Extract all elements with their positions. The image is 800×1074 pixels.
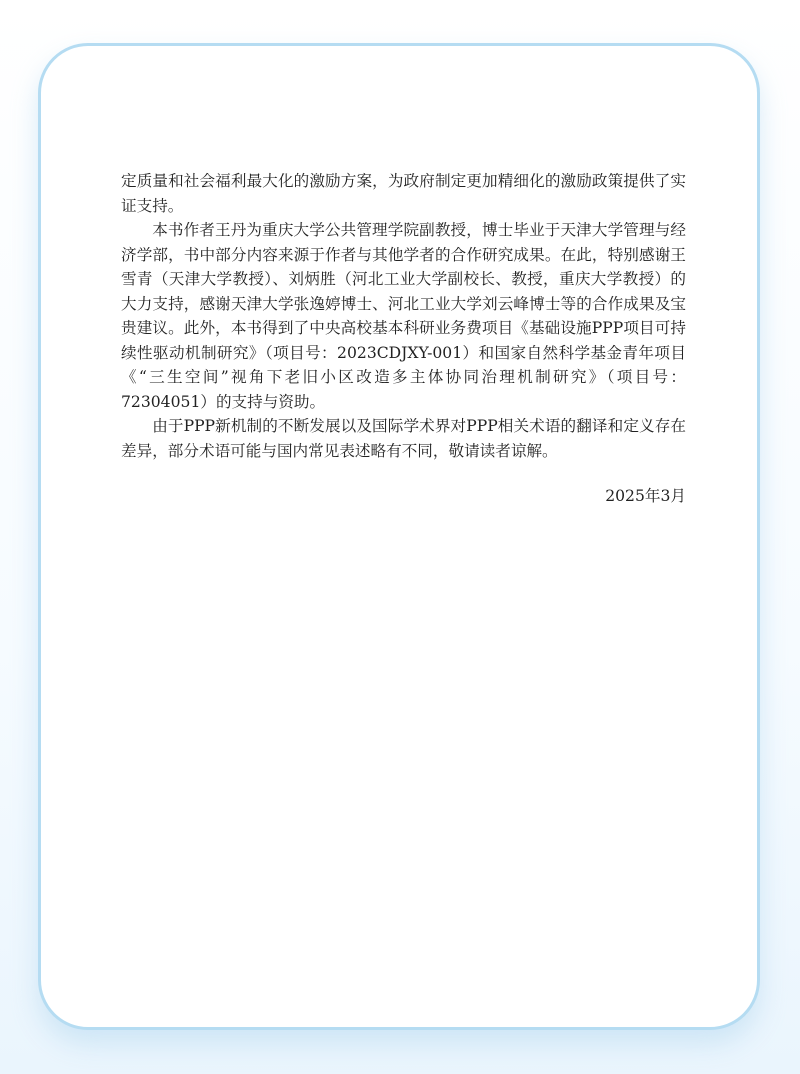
paragraph-acknowledgements: 本书作者王丹为重庆大学公共管理学院副教授，博士毕业于天津大学管理与经济学部，书中部分内容来源于作者与其他学者的合作研究成果。在此，特别感谢王雪青（天津大学教授）、刘炳胜（河北工业大学副校长、教授，重庆大学教授）的大力支持，感谢天津大学张逸婷博士、河北工业大学刘云峰博士等的合作成果及宝贵建议。此外，本书得到了中央高校基本科研业务费项目《基础设施PPP项目可持续性驱动机制研究》（项目号：2023CDJXY-001）和国家自然科学基金青年项目《“三生空间”视角下老旧小区改造多主体协同治理机制研究》（项目号：72304051）的支持与资助。 — [121, 221, 686, 411]
paragraph-continuation: 定质量和社会福利最大化的激励方案，为政府制定更加精细化的激励政策提供了实证支持。 — [121, 172, 686, 215]
document-body — [121, 169, 686, 509]
paragraph-terminology-note: 由于PPP新机制的不断发展以及国际学术界对PPP相关术语的翻译和定义存在差异，部分术语可能与国内常见表述略有不同，敬请读者谅解。 — [121, 417, 686, 460]
document-date: 2025年3月 — [605, 487, 686, 505]
